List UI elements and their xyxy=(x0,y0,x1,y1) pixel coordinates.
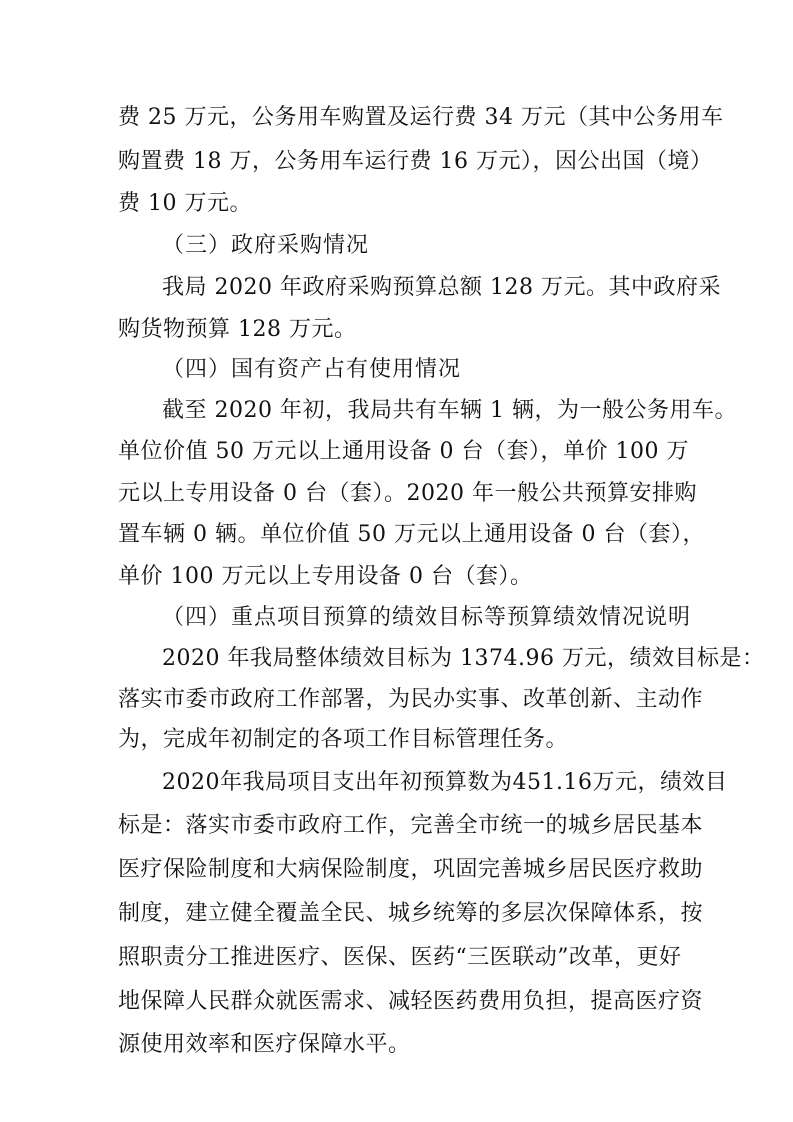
paragraph-line: 制度，建立健全覆盖全民、城乡统筹的多层次保障体系，按 xyxy=(118,901,704,926)
paragraph-line: 地保障人民群众就医需求、减轻医药费用负担，提高医疗资 xyxy=(118,989,704,1014)
section-heading-procurement: （三）政府采购情况 xyxy=(162,233,370,258)
paragraph-line: 照职责分工推进医疗、医保、医药“三医联动”改革，更好 xyxy=(118,945,682,970)
paragraph-line: 单价 100 万元以上专用设备 0 台（套）。 xyxy=(118,564,533,589)
paragraph-line: 购货物预算 128 万元。 xyxy=(118,317,357,342)
paragraph-line: 2020 年我局整体绩效目标为 1374.96 万元，绩效目标是： xyxy=(162,646,765,671)
section-heading-performance: （四）重点项目预算的绩效目标等预算绩效情况说明 xyxy=(162,605,692,630)
paragraph-line: 医疗保险制度和大病保险制度，巩固完善城乡居民医疗救助 xyxy=(118,857,704,882)
paragraph-line: 单位价值 50 万元以上通用设备 0 台（套），单价 100 万 xyxy=(118,439,689,464)
paragraph-line: 费 10 万元。 xyxy=(118,191,252,216)
section-heading-state-assets: （四）国有资产占有使用情况 xyxy=(162,357,462,382)
paragraph-line: 置车辆 0 辆。单位价值 50 万元以上通用设备 0 台（套）， xyxy=(118,522,705,547)
paragraph-line: 落实市委市政府工作部署，为民办实事、改革创新、主动作 xyxy=(118,687,704,712)
paragraph-line: 我局 2020 年政府采购预算总额 128 万元。其中政府采 xyxy=(162,275,721,300)
paragraph-line: 2020年我局项目支出年初预算数为451.16万元，绩效目 xyxy=(162,770,728,795)
paragraph-line: 源使用效率和医疗保障水平。 xyxy=(118,1032,411,1057)
paragraph-line: 费 25 万元，公务用车购置及运行费 34 万元（其中公务用车 xyxy=(118,105,724,130)
paragraph-line: 购置费 18 万，公务用车运行费 16 万元），因公出国（境） xyxy=(118,149,713,174)
paragraph-line: 截至 2020 年初，我局共有车辆 1 辆，为一般公务用车。 xyxy=(162,398,737,423)
paragraph-line: 为，完成年初制定的各项工作目标管理任务。 xyxy=(118,727,569,752)
paragraph-line: 元以上专用设备 0 台（套）。2020 年一般公共预算安排购 xyxy=(118,481,697,506)
paragraph-line: 标是：落实市委市政府工作，完善全市统一的城乡居民基本 xyxy=(118,813,704,838)
